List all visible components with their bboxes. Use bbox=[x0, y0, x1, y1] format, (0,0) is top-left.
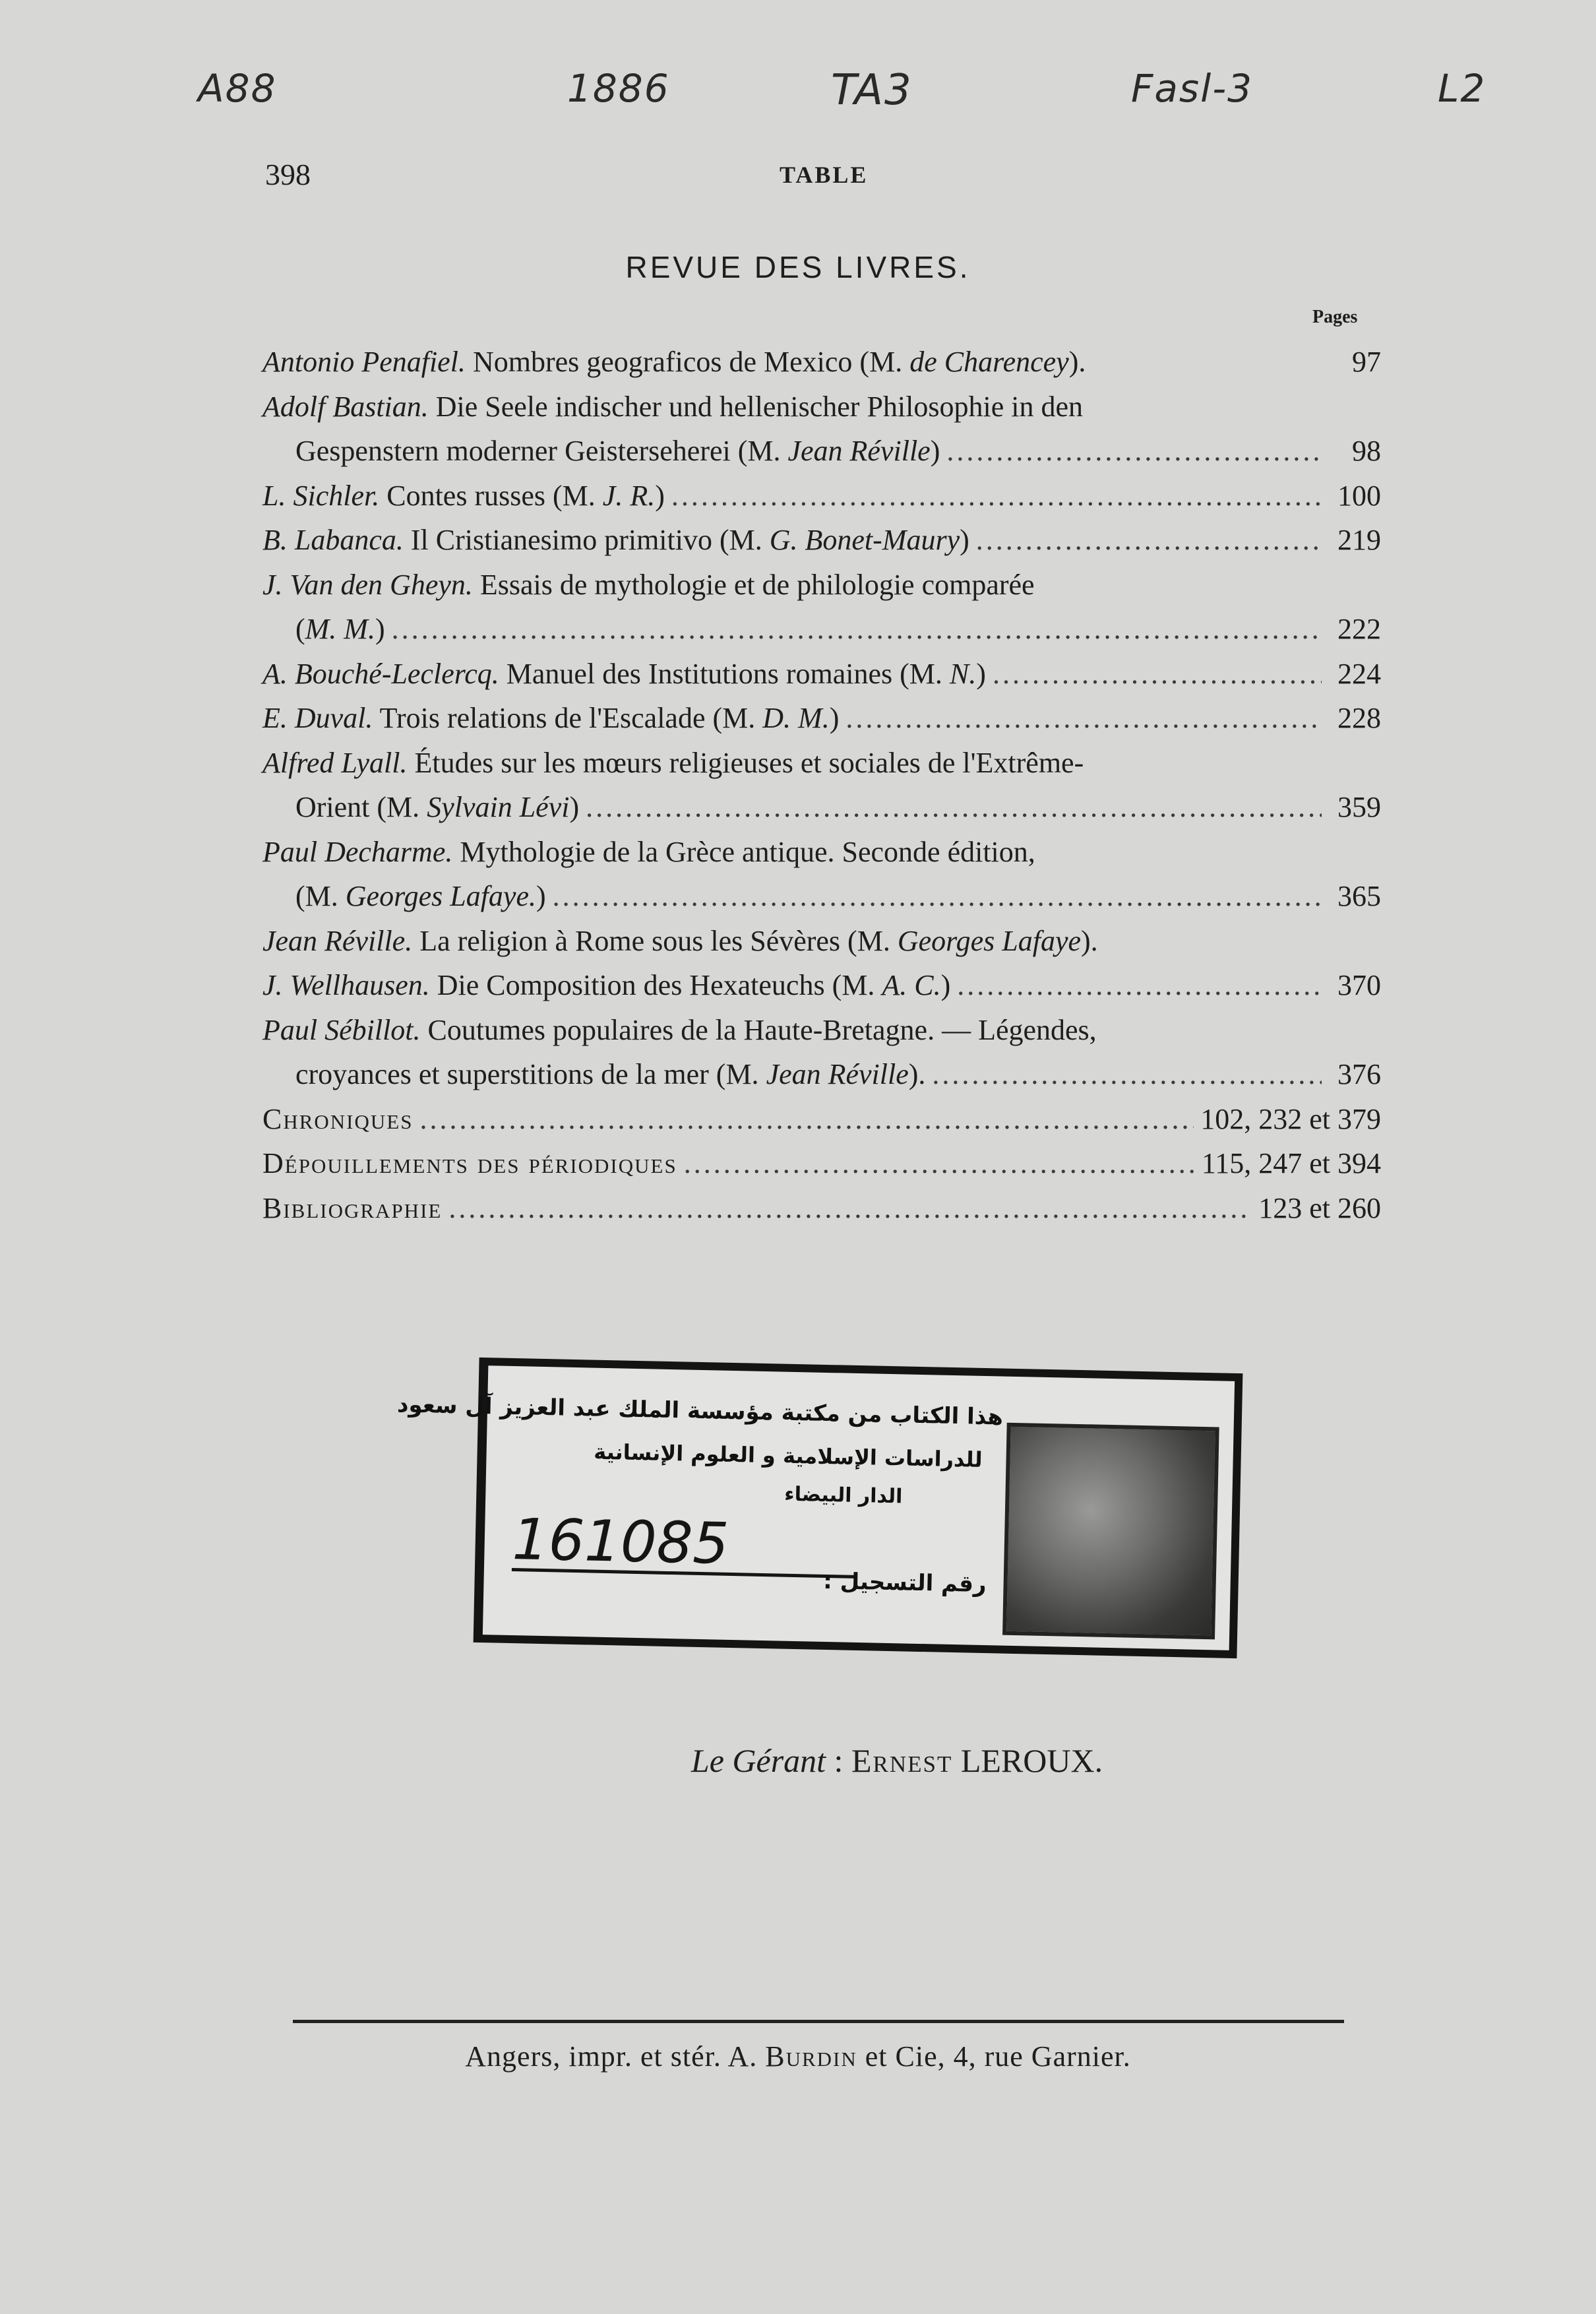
toc-reviewer: Jean Réville bbox=[787, 435, 931, 467]
toc-page-number: 222 bbox=[1337, 613, 1381, 645]
toc-page-number: 123 et 260 bbox=[1258, 1191, 1381, 1224]
toc-entry bbox=[262, 830, 1381, 875]
gerant-label: Le Gérant bbox=[691, 1742, 826, 1779]
toc-leader-dots bbox=[957, 963, 1322, 1008]
toc-section-heading: Bibliographie bbox=[262, 1191, 443, 1224]
toc-reviewer: J. R. bbox=[602, 479, 656, 512]
imprint-prefix: Angers, impr. et stér. A. bbox=[465, 2040, 766, 2073]
toc-title-tail: ) bbox=[930, 435, 940, 467]
stamp-line: هذا الكتاب من مكتبة مؤسسة الملك عبد العزيز آل سعود bbox=[396, 1391, 1004, 1431]
toc-page-number: 219 bbox=[1337, 524, 1381, 556]
toc-author: Paul Sébillot. bbox=[262, 1013, 421, 1046]
toc-entry bbox=[262, 652, 1381, 697]
toc-entry bbox=[262, 874, 1381, 919]
toc-author: A. Bouché-Leclercq. bbox=[262, 657, 499, 690]
printer-imprint bbox=[0, 2040, 1596, 2073]
toc-reviewer: de Charencey bbox=[909, 346, 1069, 378]
toc-entry bbox=[262, 429, 1381, 474]
toc-title: Die Seele indischer und hellenischer Philosophie in den bbox=[435, 390, 1083, 423]
toc-leader-dots bbox=[586, 785, 1322, 830]
handwritten-annotation: A88 bbox=[198, 66, 277, 111]
toc-page-number: 224 bbox=[1337, 657, 1381, 690]
toc-entry bbox=[262, 385, 1381, 429]
toc-title: Gespenstern moderner Geisterseherei (M. bbox=[295, 435, 788, 467]
toc-entry-text bbox=[262, 1008, 1097, 1053]
toc-title-tail: ) bbox=[960, 524, 969, 556]
toc-title: ( bbox=[295, 613, 305, 645]
running-title: TABLE bbox=[780, 162, 869, 188]
pages-column-label: Pages bbox=[1312, 307, 1358, 327]
toc-entry bbox=[262, 563, 1381, 608]
handwritten-annotation: 1886 bbox=[567, 66, 670, 111]
toc-leader-dots bbox=[419, 1097, 1194, 1142]
toc-page-number: 376 bbox=[1337, 1058, 1381, 1090]
toc-entry-text bbox=[295, 607, 385, 652]
toc-title: Orient (M. bbox=[295, 791, 427, 823]
toc-page-number: 365 bbox=[1337, 880, 1381, 912]
toc-title-tail: ) bbox=[569, 791, 580, 823]
toc-entry bbox=[262, 1097, 1381, 1142]
toc-title: La religion à Rome sous les Sévères (M. bbox=[419, 924, 898, 957]
toc-title: Coutumes populaires de la Haute-Bretagne. — Légendes, bbox=[427, 1013, 1097, 1046]
toc-entry-text bbox=[262, 830, 1035, 875]
toc-title: Contes russes (M. bbox=[386, 479, 603, 512]
toc-leader-dots bbox=[976, 518, 1322, 563]
gerant-line bbox=[0, 1741, 1596, 1780]
stamp-registration-number: 161085 bbox=[512, 1511, 856, 1579]
toc-leader-dots bbox=[684, 1141, 1195, 1186]
toc-reviewer: Georges Lafaye. bbox=[345, 880, 536, 912]
toc-entry bbox=[262, 1186, 1381, 1231]
toc-title: Manuel des Institutions romaines (M. bbox=[506, 657, 950, 690]
toc-entry-text bbox=[262, 652, 986, 697]
toc-entry-text bbox=[262, 696, 839, 741]
toc-title-tail: ) bbox=[375, 613, 385, 645]
toc-page-number: 359 bbox=[1337, 791, 1381, 823]
table-of-contents bbox=[262, 340, 1381, 1230]
toc-author: Adolf Bastian. bbox=[262, 390, 429, 423]
toc-entry-text bbox=[262, 741, 1084, 786]
toc-title: Die Composition des Hexateuchs (M. bbox=[437, 969, 882, 1001]
toc-entry bbox=[262, 785, 1381, 830]
toc-page-number: 228 bbox=[1337, 702, 1381, 734]
toc-page-number: 100 bbox=[1337, 479, 1381, 512]
toc-entry bbox=[262, 518, 1381, 563]
toc-entry bbox=[262, 696, 1381, 741]
toc-author: E. Duval. bbox=[262, 702, 373, 734]
toc-entry-text bbox=[262, 1141, 677, 1186]
toc-section-heading: Chroniques bbox=[262, 1102, 414, 1135]
toc-entry-text bbox=[262, 563, 1035, 608]
imprint-suffix: et Cie, 4, rue Garnier. bbox=[857, 2040, 1131, 2073]
toc-author: Antonio Penafiel. bbox=[262, 346, 466, 378]
toc-reviewer: A. C. bbox=[882, 969, 941, 1001]
toc-page-number: 97 bbox=[1352, 346, 1381, 378]
toc-title-tail: ). bbox=[1068, 346, 1086, 378]
toc-reviewer: G. Bonet-Maury bbox=[769, 524, 960, 556]
stamp-line: رقم التسجيل : bbox=[822, 1567, 987, 1598]
toc-entry bbox=[262, 474, 1381, 518]
toc-title-tail: ) bbox=[829, 702, 840, 734]
toc-title: Trois relations de l'Escalade (M. bbox=[379, 702, 763, 734]
toc-title: Nombres geograficos de Mexico (M. bbox=[472, 346, 910, 378]
toc-leader-dots bbox=[448, 1186, 1252, 1231]
page-number: 398 bbox=[265, 158, 311, 191]
toc-reviewer: M. M. bbox=[305, 613, 375, 645]
toc-title-tail: ) bbox=[536, 880, 546, 912]
toc-entry-text bbox=[295, 785, 579, 830]
toc-title: croyances et superstitions de la mer (M. bbox=[295, 1058, 766, 1090]
toc-entry bbox=[262, 919, 1381, 964]
toc-title: Il Cristianesimo primitivo (M. bbox=[410, 524, 770, 556]
toc-entry bbox=[262, 1008, 1381, 1053]
toc-leader-dots bbox=[932, 1052, 1322, 1097]
toc-entry-text bbox=[295, 874, 546, 919]
toc-entry-text bbox=[262, 963, 950, 1008]
toc-entry-text bbox=[262, 518, 969, 563]
toc-leader-dots bbox=[392, 607, 1322, 652]
toc-title-tail: ). bbox=[908, 1058, 926, 1090]
toc-page-number: 102, 232 et 379 bbox=[1200, 1102, 1381, 1135]
toc-entry bbox=[262, 1052, 1381, 1097]
toc-entry-text bbox=[262, 1097, 413, 1142]
toc-entry bbox=[262, 741, 1381, 786]
toc-title: Essais de mythologie et de philologie comparée bbox=[479, 568, 1035, 601]
stamp-line: للدراسات الإسلامية و العلوم الإنسانية bbox=[593, 1439, 983, 1472]
toc-title-tail: ) bbox=[940, 969, 951, 1001]
toc-author: Jean Réville. bbox=[262, 924, 413, 957]
stamp-photo bbox=[1002, 1423, 1219, 1640]
toc-entry-text bbox=[262, 1186, 442, 1231]
toc-entry bbox=[262, 1141, 1381, 1186]
toc-entry bbox=[262, 340, 1381, 385]
gerant-last-name: LEROUX. bbox=[960, 1742, 1103, 1779]
toc-author: Paul Decharme. bbox=[262, 835, 453, 868]
toc-reviewer: D. M. bbox=[762, 702, 830, 734]
toc-entry-text bbox=[295, 1052, 925, 1097]
toc-author: J. Wellhausen. bbox=[262, 969, 430, 1001]
handwritten-annotation: TA3 bbox=[831, 66, 913, 115]
toc-author: B. Labanca. bbox=[262, 524, 404, 556]
handwritten-annotation: L2 bbox=[1438, 66, 1487, 111]
toc-leader-dots bbox=[553, 874, 1322, 919]
toc-page-number: 370 bbox=[1337, 969, 1381, 1001]
toc-page-number: 98 bbox=[1352, 435, 1381, 467]
toc-title: (M. bbox=[295, 880, 346, 912]
toc-reviewer: N. bbox=[949, 657, 977, 690]
toc-leader-dots bbox=[845, 696, 1322, 741]
toc-author: L. Sichler. bbox=[262, 479, 380, 512]
toc-entry-text bbox=[262, 385, 1083, 429]
imprint-printer-name: Burdin bbox=[765, 2040, 857, 2073]
toc-reviewer: Sylvain Lévi bbox=[427, 791, 570, 823]
toc-reviewer: Jean Réville bbox=[766, 1058, 909, 1090]
section-title: REVUE DES LIVRES. bbox=[625, 250, 971, 284]
toc-title-tail: ) bbox=[976, 657, 986, 690]
toc-title: Mythologie de la Grèce antique. Seconde édition, bbox=[460, 835, 1035, 868]
stamp-line: الدار البيضاء bbox=[783, 1482, 903, 1509]
toc-leader-dots bbox=[946, 429, 1322, 474]
toc-reviewer: Georges Lafaye bbox=[897, 924, 1082, 957]
toc-title-tail: ). bbox=[1081, 924, 1098, 957]
toc-section-heading: Dépouillements des périodiques bbox=[262, 1147, 677, 1179]
toc-author: J. Van den Gheyn. bbox=[262, 568, 473, 601]
toc-leader-dots bbox=[993, 652, 1322, 697]
toc-title: Études sur les mœurs religieuses et sociales de l'Extrême- bbox=[414, 746, 1084, 779]
gerant-first-name: Ernest bbox=[851, 1742, 953, 1779]
toc-entry bbox=[262, 607, 1381, 652]
footer-rule bbox=[293, 2020, 1344, 2023]
toc-entry-text bbox=[262, 919, 1098, 964]
toc-leader-dots bbox=[671, 474, 1322, 518]
toc-author: Alfred Lyall. bbox=[262, 746, 408, 779]
gerant-separator: : bbox=[826, 1742, 851, 1779]
handwritten-annotation: Fasl-3 bbox=[1131, 66, 1254, 111]
toc-title-tail: ) bbox=[655, 479, 665, 512]
toc-page-number: 115, 247 et 394 bbox=[1201, 1147, 1381, 1179]
library-stamp bbox=[396, 1358, 1243, 1658]
toc-entry bbox=[262, 963, 1381, 1008]
toc-entry-text bbox=[295, 429, 940, 474]
toc-entry-text bbox=[262, 474, 665, 518]
toc-entry-text bbox=[262, 340, 1086, 385]
